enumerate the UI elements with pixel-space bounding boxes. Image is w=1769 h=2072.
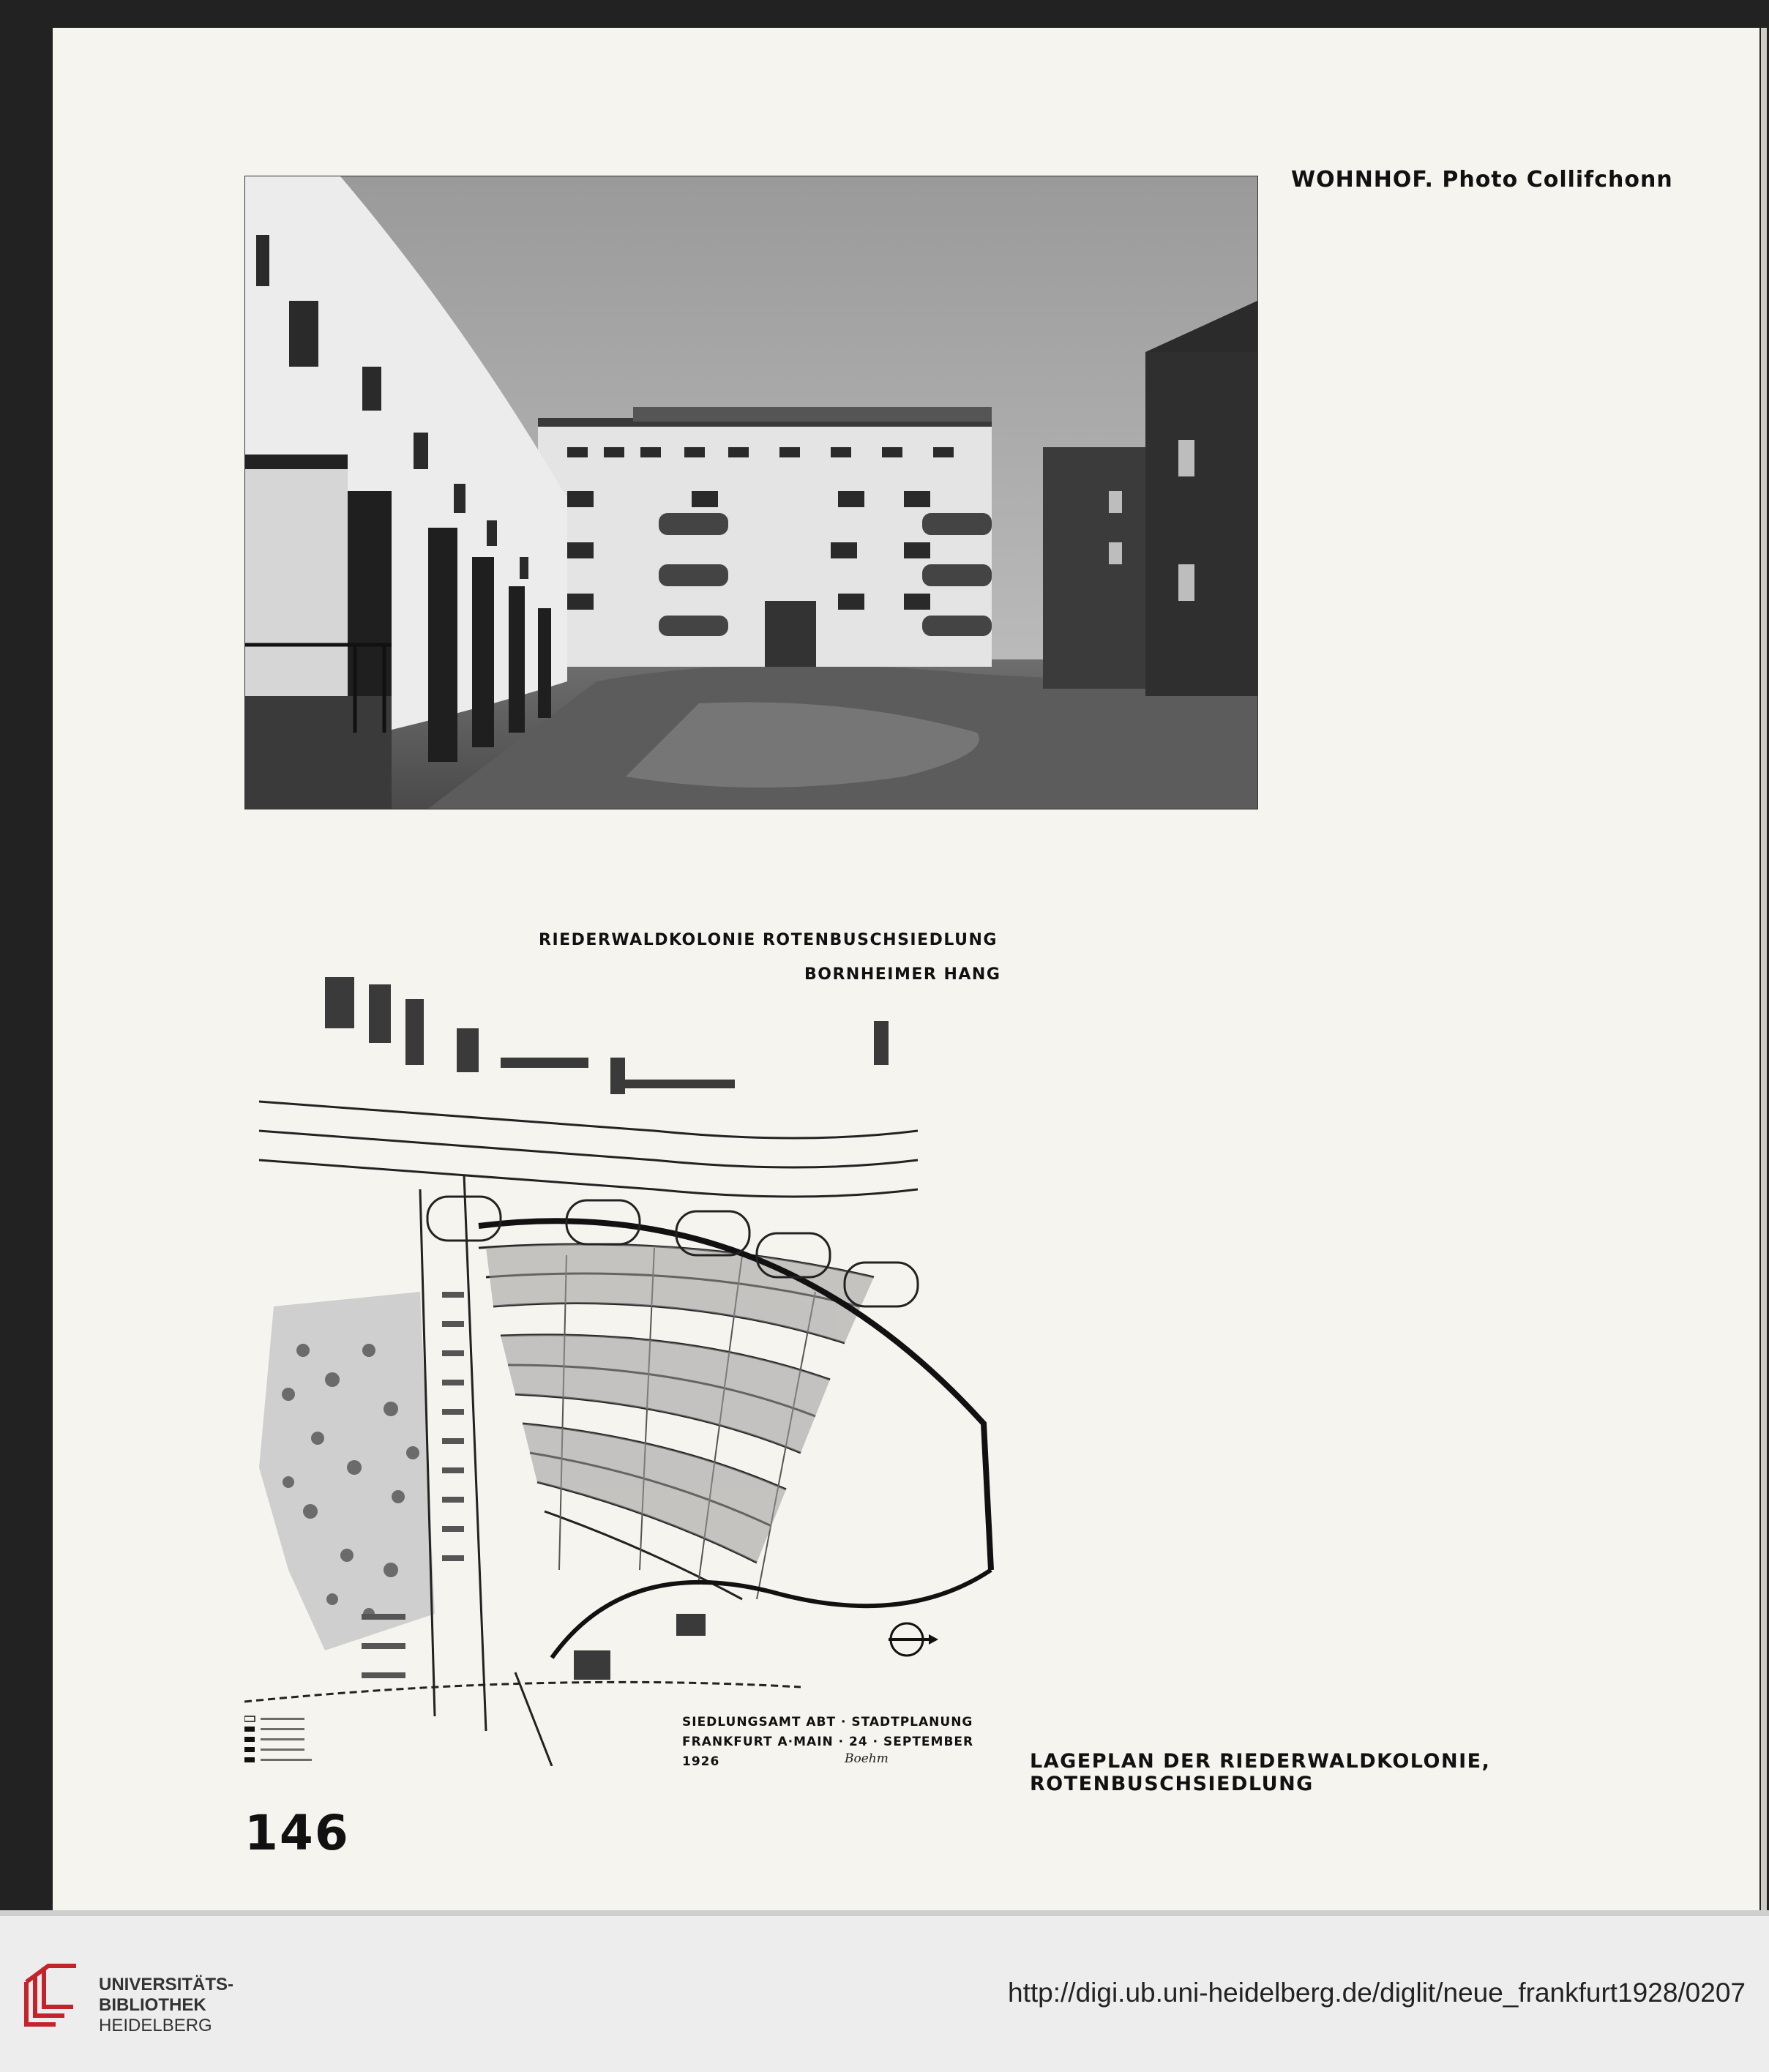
plan-caption: LAGEPLAN DER RIEDERWALDKOLONIE, ROTENBUSCHSIEDLUNG xyxy=(1030,1750,1491,1795)
footer-divider xyxy=(0,1910,1769,1916)
library-logo-icon[interactable] xyxy=(19,1960,86,2030)
library-name-line2: BIBLIOTHEK xyxy=(99,1995,206,2015)
plan-title: RIEDERWALDKOLONIE ROTENBUSCHSIEDLUNG xyxy=(539,931,998,949)
plan-office-date-line: FRANKFURT A·MAIN · 24 · SEPTEMBER 1926 xyxy=(682,1735,974,1766)
source-url-link[interactable]: http://digi.ub.uni-heidelberg.de/diglit/neue_frankfurt1928/0207 xyxy=(1008,1978,1746,2008)
page-edge xyxy=(1761,28,1767,1910)
photo-caption: WOHNHOF. Photo Collifchonn xyxy=(1291,167,1673,192)
north-arrow-icon xyxy=(889,1623,938,1656)
library-name-line3: HEIDELBERG xyxy=(99,2016,212,2035)
library-name xyxy=(99,1975,233,2036)
plan-signature: Boehm xyxy=(845,1751,889,1766)
plan-office-stamp xyxy=(682,1713,1003,1766)
page-number: 146 xyxy=(244,1805,350,1861)
library-name-line1: UNIVERSITÄTS- xyxy=(99,1975,234,1994)
plan-subtitle: BORNHEIMER HANG xyxy=(804,965,1001,984)
book-page xyxy=(53,28,1759,1910)
viewer-footer xyxy=(0,1910,1769,2072)
site-plan-map xyxy=(244,911,1003,1766)
courtyard-photo xyxy=(244,176,1258,809)
plan-office-line: SIEDLUNGSAMT ABT · STADTPLANUNG xyxy=(682,1715,973,1729)
